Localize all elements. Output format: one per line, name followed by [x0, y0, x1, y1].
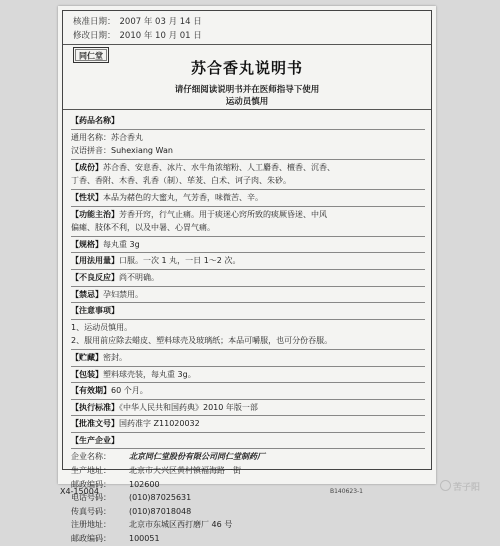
watermark	[440, 480, 480, 493]
phone-text: (010)87025631	[129, 493, 192, 503]
divider	[71, 129, 425, 130]
section-indication-head: 【功能主治】	[71, 209, 119, 219]
divider	[63, 109, 431, 110]
address-line	[71, 464, 425, 478]
divider	[71, 206, 425, 207]
address-text: 北京市大兴区黄村镇福海路一街	[129, 466, 241, 476]
storage-line	[71, 351, 425, 365]
traits-text: 本品为赭色的大蜜丸，气芳香，味微苦、辛。	[103, 192, 263, 202]
section-approval-head: 【批准文号】	[71, 419, 119, 429]
package-text: 塑料球壳装，每丸重 3g。	[103, 369, 196, 379]
traits-line	[71, 191, 425, 205]
phone-line	[71, 491, 425, 505]
usage-text: 口服。一次 1 丸，一日 1～2 次。	[119, 256, 241, 266]
divider	[71, 432, 425, 433]
section-company-head: 【生产企业】	[71, 435, 119, 445]
section-spec-head: 【规格】	[71, 239, 103, 249]
indication-text-2: 偏瘫、肢体不利，以及中暑、心胃气痛。	[71, 223, 215, 233]
zip-line	[71, 478, 425, 492]
reg-address-line	[71, 518, 425, 532]
revision-date-label: 修改日期：	[73, 31, 116, 41]
divider	[71, 415, 425, 416]
contra-text: 孕妇禁用。	[103, 289, 143, 299]
section-package-head: 【包装】	[71, 369, 103, 379]
indication-text-1: 芳香开窍，行气止痛。用于痰迷心窍所致的痰厥昏迷、中风	[119, 209, 327, 219]
usage-line	[71, 254, 425, 268]
zip-text: 102600	[129, 479, 160, 489]
date-block	[73, 15, 206, 43]
divider	[71, 302, 425, 303]
approval-no-line	[71, 417, 425, 431]
standard-line	[71, 401, 425, 415]
section-name-head: 【药品名称】	[71, 116, 119, 125]
divider	[63, 44, 431, 45]
divider	[71, 366, 425, 367]
print-code-right: B140623-1	[330, 488, 364, 495]
weibo-icon	[440, 480, 451, 491]
divider	[71, 349, 425, 350]
approval-date	[73, 15, 206, 29]
divider	[71, 399, 425, 400]
note-1: 1、运动员慎用。	[71, 322, 133, 332]
fax-label: 传真号码：	[71, 506, 111, 516]
company-name: 北京同仁堂股份有限公司同仁堂制药厂	[129, 452, 265, 462]
divider	[71, 269, 425, 270]
watermark-text: 苦子阳	[453, 483, 481, 493]
composition-line-1	[71, 161, 425, 175]
divider	[71, 286, 425, 287]
section-validity-head: 【有效期】	[71, 386, 111, 396]
warning-read-instructions: 请仔细阅读说明书并在医师指导下使用	[174, 85, 320, 95]
indication-line-1	[71, 208, 425, 222]
spec-line	[71, 238, 425, 252]
company-name-label: 企业名称：	[71, 452, 111, 462]
reg-address-label: 注册地址：	[71, 520, 111, 530]
divider	[71, 189, 425, 190]
zip-label: 邮政编码：	[71, 479, 111, 489]
standard-text: 《中华人民共和国药典》2010 年版一部	[119, 402, 258, 412]
section-contra-head: 【禁忌】	[71, 289, 103, 299]
composition-text-2: 丁香、香附、木香、乳香（制）、荜茇、白术、诃子肉、朱砂。	[71, 176, 291, 186]
revision-date-value: 2010 年 10 月 01 日	[119, 31, 202, 41]
zip2-line	[71, 532, 425, 546]
package-line	[71, 368, 425, 382]
section-notes-head: 【注意事项】	[71, 306, 119, 316]
note-2: 2、服用前应除去蜡皮、塑料球壳及玻璃纸；本品可嚼服，也可分份吞服。	[71, 336, 333, 346]
fax-text: (010)87018048	[129, 506, 192, 516]
print-code-left: X4-15004	[60, 487, 99, 496]
approval-date-label: 核准日期：	[73, 17, 116, 27]
adverse-line	[71, 271, 425, 285]
divider	[71, 252, 425, 253]
divider	[71, 448, 425, 449]
phone-label: 电话号码：	[71, 493, 111, 503]
generic-name: 通用名称：苏合香丸	[71, 132, 143, 142]
section-usage-head: 【用法用量】	[71, 256, 119, 266]
adverse-text: 尚不明确。	[119, 272, 159, 282]
fax-line	[71, 505, 425, 519]
zip2-text: 100051	[129, 534, 160, 544]
approval-no-text: 国药准字 Z11020032	[119, 419, 200, 429]
leaflet-body	[71, 114, 425, 546]
divider	[71, 319, 425, 320]
storage-text: 密封。	[103, 352, 127, 362]
pinyin-name: 汉语拼音：Suhexiang Wan	[71, 146, 173, 156]
validity-line	[71, 384, 425, 398]
section-traits-head: 【性状】	[71, 192, 103, 202]
contra-line	[71, 288, 425, 302]
divider	[71, 159, 425, 160]
section-storage-head: 【贮藏】	[71, 352, 103, 362]
zip2-label: 邮政编码：	[71, 534, 111, 544]
revision-date	[73, 29, 206, 43]
brand-logo-text: 同仁堂	[79, 50, 103, 61]
composition-text-1: 苏合香、安息香、冰片、水牛角浓缩粉、人工麝香、檀香、沉香、	[103, 162, 335, 172]
document-title: 苏合香丸说明书	[190, 59, 303, 77]
section-composition-head: 【成份】	[71, 162, 103, 172]
address-label: 生产地址：	[71, 466, 111, 476]
warning-athletes: 运动员慎用	[225, 97, 269, 107]
validity-text: 60 个月。	[111, 386, 148, 396]
divider	[71, 236, 425, 237]
approval-date-value: 2007 年 03 月 14 日	[119, 17, 202, 27]
section-adverse-head: 【不良反应】	[71, 272, 119, 282]
spec-text: 每丸重 3g	[103, 239, 140, 249]
company-name-line	[71, 450, 425, 464]
reg-address-text: 北京市东城区西打磨厂 46 号	[129, 520, 233, 530]
section-standard-head: 【执行标准】	[71, 402, 119, 412]
divider	[71, 382, 425, 383]
